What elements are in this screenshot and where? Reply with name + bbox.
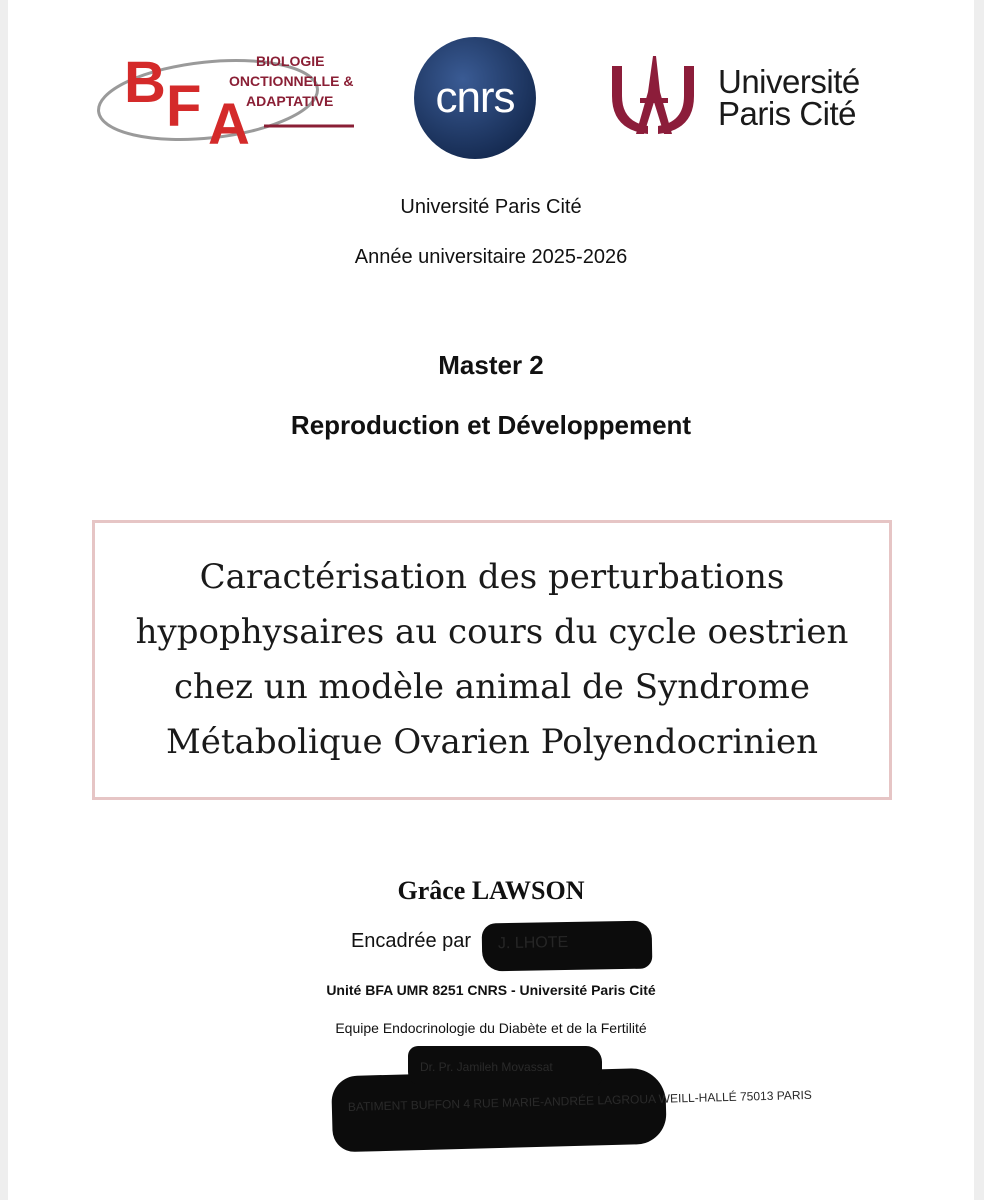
bfa-line2: ONCTIONNELLE & (229, 73, 354, 89)
bfa-line3: ADAPTATIVE (246, 93, 334, 109)
upc-wordmark (718, 63, 860, 132)
cnrs-logo (413, 36, 537, 160)
research-unit: Unité BFA UMR 8251 CNRS - Université Paris Cité (326, 982, 656, 998)
thesis-title-line: Métabolique Ovarien Polyendocrinien (165, 722, 818, 762)
bfa-letter-f: F (166, 74, 202, 139)
thesis-title-box (92, 520, 892, 800)
upc-line2: Paris Cité (718, 95, 857, 132)
supervised-label: Encadrée par (350, 930, 472, 952)
redacted-text: BATIMENT BUFFON 4 RUE MARIE-ANDRÉE LAGROUA WEILL-HALLÉ 75013 PARIS (347, 1087, 813, 1114)
bfa-letter-a: A (208, 92, 250, 150)
author-name: Grâce LAWSON (397, 876, 585, 905)
document-page (8, 0, 974, 1200)
thesis-title (112, 550, 872, 770)
bfa-letter-b: B (124, 50, 166, 115)
upc-line1: Université (718, 63, 860, 100)
research-team: Equipe Endocrinologie du Diabète et de la Fertilité (335, 1020, 647, 1036)
redacted-lab-head (408, 1046, 602, 1086)
program-name: Reproduction et Développement (290, 410, 692, 440)
thesis-title-line: chez un modèle animal de Syndrome (174, 667, 810, 707)
bfa-line1: BIOLOGIE (256, 53, 325, 69)
degree-level: Master 2 (438, 350, 544, 380)
bfa-logo (96, 40, 366, 150)
university-name: Université Paris Cité (400, 196, 582, 218)
eiffel-tower-icon (608, 52, 704, 142)
redacted-supervisor-name (482, 921, 653, 972)
upc-logo (608, 52, 908, 142)
thesis-title-line: hypophysaires au cours du cycle oestrien (135, 612, 849, 652)
cnrs-wordmark: cnrs (435, 73, 515, 122)
redacted-text: Dr. Pr. Jamileh Movassat (420, 1060, 553, 1074)
academic-year: Année universitaire 2025-2026 (354, 246, 628, 268)
thesis-title-line: Caractérisation des perturbations (199, 557, 785, 597)
redacted-text: J. LHOTE (497, 933, 569, 953)
